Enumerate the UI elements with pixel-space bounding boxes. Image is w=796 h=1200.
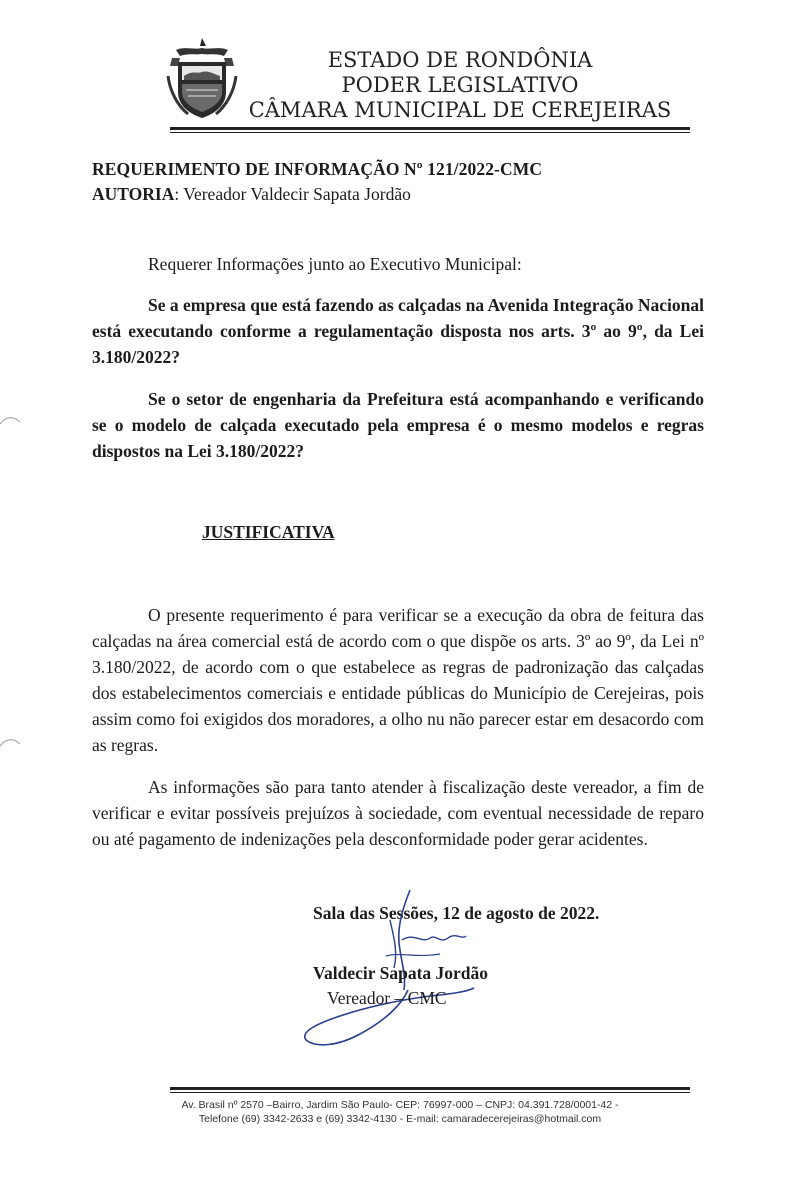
scan-edge-mark bbox=[0, 414, 22, 428]
scan-edge-mark bbox=[0, 736, 22, 750]
signatory-role: Vereador – CMC bbox=[327, 988, 447, 1008]
footer-divider-thin bbox=[170, 1092, 690, 1093]
header-divider-thin bbox=[170, 132, 690, 133]
coat-of-arms-icon bbox=[166, 36, 238, 122]
question-2: Se o setor de engenharia da Prefeitura está acompanhando e verificando se o modelo de calçada executado pela empresa é o mesmo modelos e regras dispostos na Lei 3.180/2022? bbox=[92, 389, 704, 461]
title-block bbox=[92, 157, 542, 207]
signatory-name: Valdecir Sapata Jordão bbox=[313, 963, 489, 983]
closing-date: Sala das Sessões, 12 de agosto de 2022. bbox=[313, 903, 600, 923]
request-title: REQUERIMENTO DE INFORMAÇÃO Nº 121/2022-CMC bbox=[92, 159, 543, 179]
justification-paragraph-2: As informações são para tanto atender à fiscalização deste vereador, a fim de verificar e evitar possíveis prejuízos à sociedade, com eventual necessidade de reparo ou até pagamento de indenizações pela desconformidade poder gerar acidentes. bbox=[92, 777, 704, 849]
justification-paragraph-1: O presente requerimento é para verificar se a execução da obra de feitura das calçadas na área comercial está de acordo com o que dispõe os arts. 3º ao 9º, da Lei nº 3.180/2022, de acordo com o que estabelece as regras de padronização das calçadas dos estabelecimentos comerciais e entidade públicas do Município de Cerejeiras, pois assim como foi exigidos dos moradores, a olho nu não parecer estar em desacordo com as regras. bbox=[92, 605, 704, 755]
footer-divider bbox=[170, 1087, 690, 1090]
authorship-line bbox=[92, 182, 542, 207]
footer-contact bbox=[150, 1098, 650, 1126]
question-1: Se a empresa que está fazendo as calçadas na Avenida Integração Nacional está executando conforme a regulamentação disposta nos arts. 3º ao 9º, da Lei 3.180/2022? bbox=[92, 295, 704, 367]
authorship-label: AUTORIA bbox=[92, 184, 175, 204]
header-branch: PODER LEGISLATIVO bbox=[341, 73, 579, 97]
institution-header bbox=[240, 48, 680, 123]
header-chamber: CÂMARA MUNICIPAL DE CEREJEIRAS bbox=[248, 98, 672, 122]
header-divider bbox=[170, 127, 690, 130]
authorship-value: : Vereador Valdecir Sapata Jordão bbox=[174, 184, 411, 204]
footer-phone-email: Telefone (69) 3342-2633 e (69) 3342-4130 - E-mail: camaradecerejeiras@hotmail.com bbox=[198, 1113, 602, 1125]
header-state: ESTADO DE RONDÔNIA bbox=[327, 48, 593, 72]
justification-heading: JUSTIFICATIVA bbox=[202, 522, 335, 542]
footer-address: Av. Brasil nº 2570 –Bairro, Jardim São Paulo- CEP: 76997-000 – CNPJ: 04.391.728/0001-42 - bbox=[181, 1099, 619, 1111]
intro-text: Requerer Informações junto ao Executivo Municipal: bbox=[148, 254, 522, 274]
